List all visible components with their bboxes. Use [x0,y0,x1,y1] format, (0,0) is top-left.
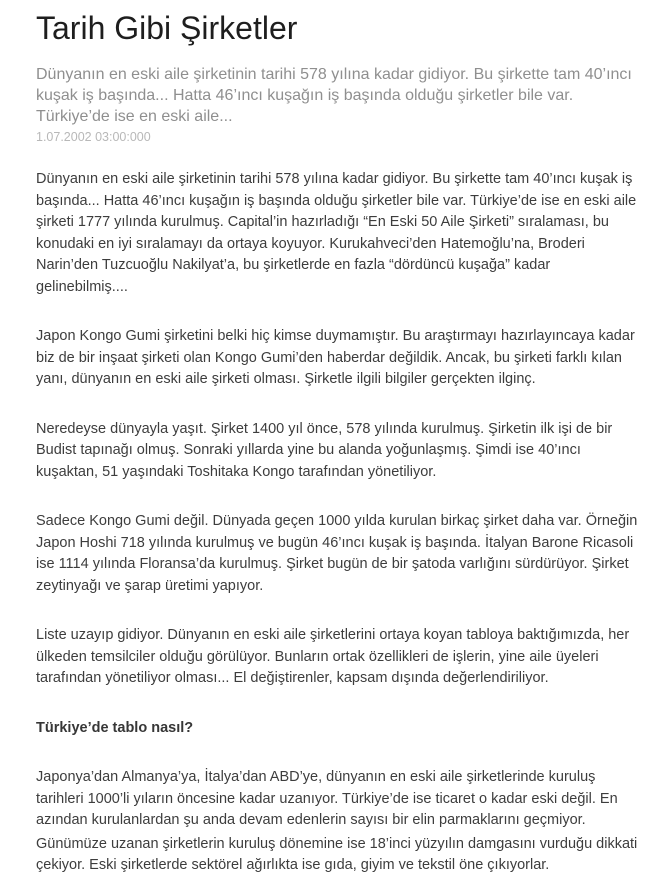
article-body [36,169,642,877]
article-paragraph-3: Neredeyse dünyayla yaşıt. Şirket 1400 yıl önce, 578 yılında kurulmuş. Şirketin ilk işi de bir Budist tapınağı olmuş. Sonraki yıllarda yine bu alanda yoğunlaşmış. Şimdi ise 40’ıncı kuşaktan, 51 yaşındaki Toshitaka Kongo tarafından yönetiliyor. [36,420,613,480]
article-paragraph-4: Sadece Kongo Gumi değil. Dünyada geçen 1000 yılda kurulan birkaç şirket daha var. Örneğin Japon Hoshi 718 yılında kurulmuş ve bugün 46’ıncı kuşak iş başında. İtalyan Barone Ricasoli ise 1114 yılında Floransa’da kurulmuş. Şirket bugün de bir şatoda varlığını sürdürüyor. Şirket zeytinyağı ve şarap üretimi yapıyor. [36,513,638,594]
article-subheading: Türkiye’de tablo nasıl? [36,719,194,736]
article-summary: Dünyanın en eski aile şirketinin tarihi 578 yılına kadar gidiyor. Bu şirkette tam 40’ıncı kuşak iş başında... Hatta 46’ıncı kuşağın iş başında olduğu şirketler bile var. Türkiye’de ise en eski aile... [36,66,632,125]
article-paragraph-1: Dünyanın en eski aile şirketinin tarihi 578 yılına kadar gidiyor. Bu şirkette tam 40’ıncı kuşak iş başında... Hatta 46’ıncı kuşağın iş başında olduğu şirketler bile var. Türkiye’de ise en eski aile şirketi 1777 yılında kurulmuş. Capital’in hazırladığı “En Eski 50 Aile Şirketi” sıralaması, bu konudaki en iyi sıralamayı da ortaya koyuyor. Kurukahveci’den Hatemoğlu’na, Broderi Narin’den Tuzcuoğlu Nakilyat’a, bu şirketlerde en fazla “dördüncü kuşağa” kadar gelinebilmiş.... [36,171,637,295]
article-paragraph-2: Japon Kongo Gumi şirketini belki hiç kimse duymamıştır. Bu araştırmayı hazırlayıncaya kadar biz de bir inşaat şirketi olan Kongo Gumi’den haberdar değildik. Ancak, bu şirketi farklı kılan yanı, dünyanın en eski aile şirketi olması. Şirketle ilgili bilgiler gerçekten ilginç. [36,328,635,387]
article-date: 1.07.2002 03:00:000 [36,130,151,144]
article-paragraph-7: Günümüze uzanan şirketlerin kuruluş dönemine ise 18’inci yüzyılın damgasını vurduğu dikkati çekiyor. Eski şirketlerde sektörel ağırlıkta ise gıda, giyim ve tekstil öne çıkıyorlar. [36,835,638,873]
article-paragraph-5: Liste uzayıp gidiyor. Dünyanın en eski aile şirketlerini ortaya koyan tabloya baktığımızda, her ülkeden temsilciler olduğu görülüyor. Bunların ortak özellikleri de işlerin, yine aile üyeleri tarafından yönetiliyor olması... El değiştirenler, kapsam dışında değerlendiriliyor. [36,627,630,686]
article-paragraph-6: Japonya’dan Almanya’ya, İtalya’dan ABD’ye, dünyanın en eski aile şirketlerinde kuruluş tarihleri 1000’li yıların öncesine kadar uzanıyor. Türkiye’de ise ticaret o kadar eski değil. En azından kurulanlardan şu anda devam edenlerin sayısı bir elin parmaklarını geçmiyor. [36,769,618,828]
article-title: Tarih Gibi Şirketler [36,10,298,46]
